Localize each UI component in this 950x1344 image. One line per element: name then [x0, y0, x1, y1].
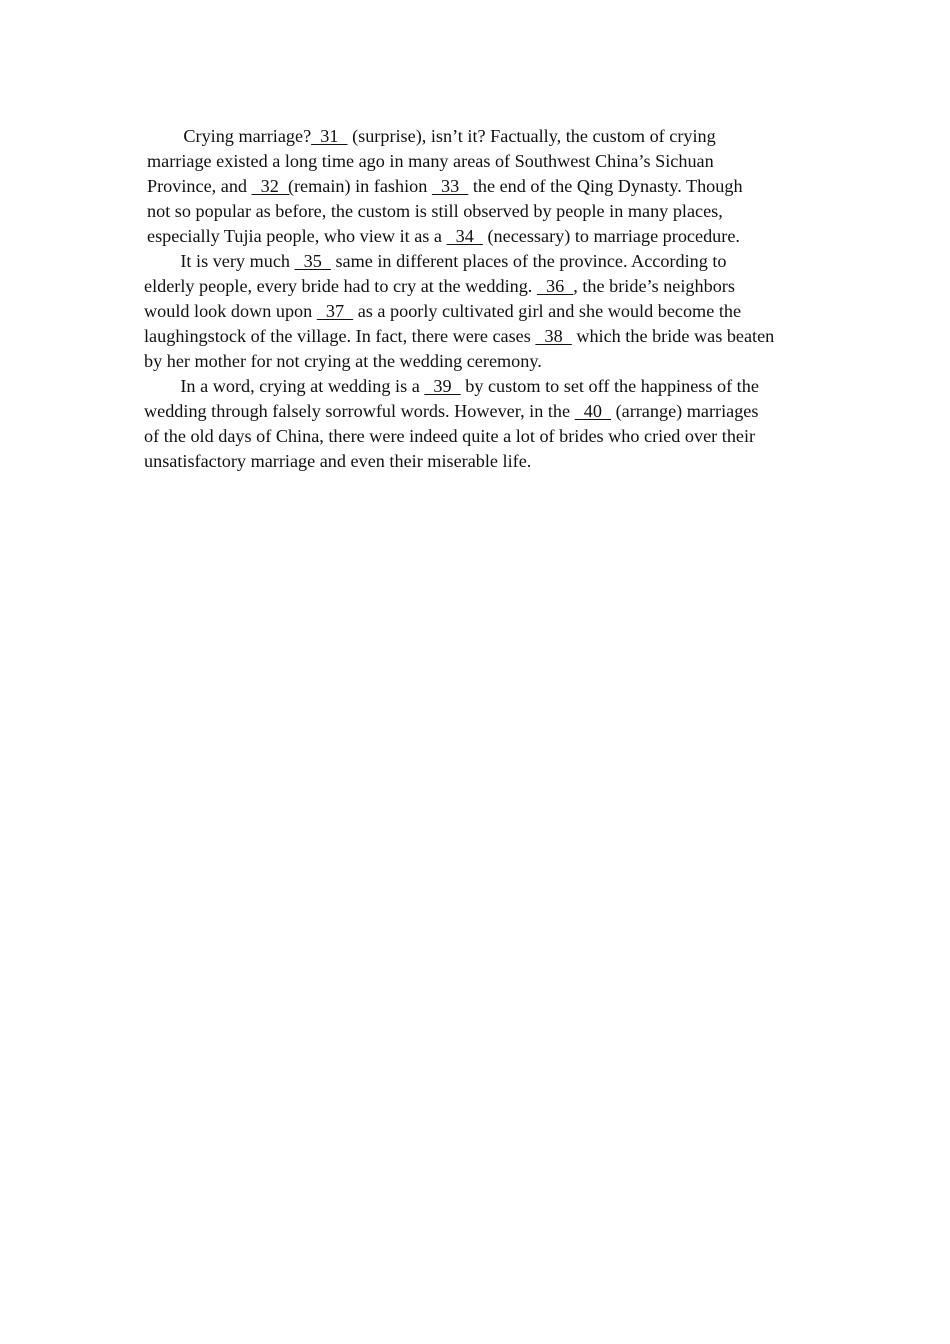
text-segment: of the old days of China, there were indeed quite a lot of brides who cried over their	[144, 426, 756, 446]
text-segment: , the bride’s neighbors	[573, 276, 735, 296]
text-segment: the end of the Qing Dynasty. Though	[468, 176, 743, 196]
paragraph-1	[144, 124, 808, 249]
answer-blank: 37	[316, 301, 354, 321]
text-line	[144, 249, 808, 274]
answer-blank: 40	[574, 401, 612, 421]
text-line	[144, 349, 808, 374]
text-segment: same in different places of the province. According to	[330, 251, 727, 271]
text-segment: (surprise), isn’t it? Factually, the custom of crying	[347, 126, 716, 146]
text-line	[144, 399, 808, 424]
text-line	[144, 199, 808, 224]
text-segment: unsatisfactory marriage and even their miserable life.	[144, 451, 532, 471]
answer-blank: 33	[431, 176, 469, 196]
text-segment: (necessary) to marriage procedure.	[482, 226, 740, 246]
text-segment: wedding through falsely sorrowful words. However, in the	[144, 401, 575, 421]
text-segment: elderly people, every bride had to cry at the wedding.	[144, 276, 537, 296]
answer-blank: 39	[424, 376, 461, 396]
answer-blank: 38	[535, 326, 572, 346]
text-segment: by her mother for not crying at the wedding ceremony.	[144, 351, 542, 371]
text-line	[144, 124, 808, 149]
text-line	[144, 224, 808, 249]
text-line	[144, 299, 808, 324]
cloze-passage	[144, 124, 808, 474]
text-segment: remain) in fashion	[294, 176, 432, 196]
answer-blank: 31	[311, 126, 348, 146]
answer-blank: 34	[446, 226, 483, 246]
text-segment: not so popular as before, the custom is still observed by people in many places,	[147, 201, 723, 221]
text-line	[144, 374, 808, 399]
text-segment: In a word, crying at wedding is a	[144, 376, 425, 396]
text-segment: by custom to set off the happiness of the	[460, 376, 759, 396]
text-line	[144, 174, 808, 199]
paragraph-2	[144, 249, 808, 374]
text-line	[144, 324, 808, 349]
text-segment: It is very much	[144, 251, 295, 271]
text-segment: would look down upon	[144, 301, 317, 321]
text-segment: Crying marriage?	[147, 126, 312, 146]
text-segment: Province, and	[147, 176, 252, 196]
text-line	[144, 424, 808, 449]
text-segment: which the bride was beaten	[571, 326, 775, 346]
answer-blank: 35	[294, 251, 331, 271]
text-segment: marriage existed a long time ago in many areas of Southwest China’s Sichuan	[147, 151, 714, 171]
paragraph-3	[144, 374, 808, 474]
answer-blank: 32 (	[251, 176, 294, 196]
answer-blank: 36	[536, 276, 574, 296]
text-segment: as a poorly cultivated girl and she would become the	[353, 301, 742, 321]
text-line	[144, 149, 808, 174]
text-segment: laughingstock of the village. In fact, there were cases	[144, 326, 536, 346]
text-segment: especially Tujia people, who view it as a	[147, 226, 447, 246]
text-segment: (arrange) marriages	[611, 401, 759, 421]
text-line	[144, 274, 808, 299]
text-line	[144, 449, 808, 474]
